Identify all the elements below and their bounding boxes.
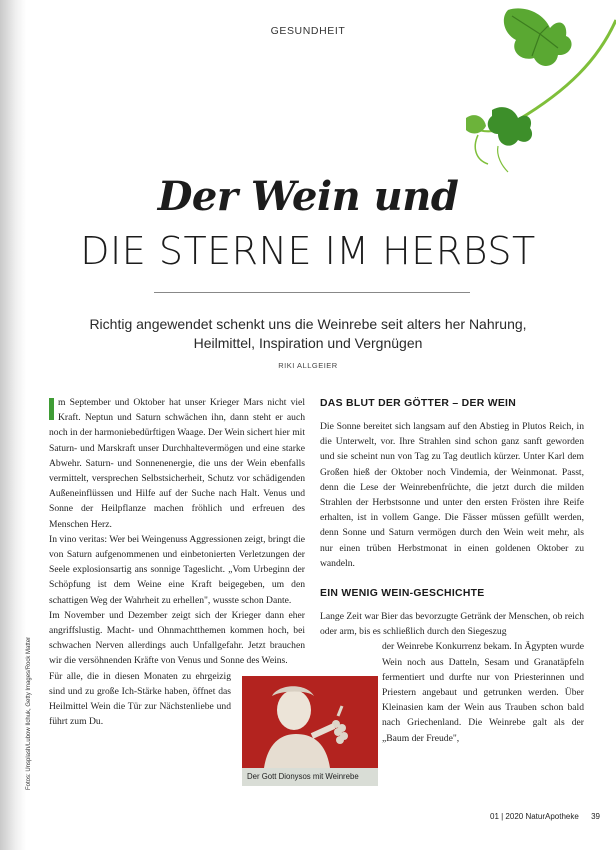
body-paragraph: Lange Zeit war Bier das bevorzugte Getränk der Menschen, ob reich oder arm, bis es schließlich durch den Siegeszug <box>320 611 584 638</box>
title-line-2: DIE STERNE IM HERBST <box>80 229 536 273</box>
dionysos-figure <box>242 676 378 786</box>
page-spine-shadow <box>0 0 26 850</box>
dionysos-statue-image <box>242 676 378 768</box>
author-byline: RIKI ALLGEIER <box>278 361 338 370</box>
page-footer <box>490 812 600 821</box>
body-paragraph: Die Sonne bereitet sich langsam auf den Abstieg in Plutos Reich, in die Unterwelt, vor. Ihre Strahlen sind schon ganz sanft geworden und sie scheint nun von Tag zu Tag deutlich kürzer. Unter Karl dem Großen hieß der Oktober noch Vindemia, der Weinmonat. Passt, denn die Lese der Weinrebenfrüchte, die jetzt durch die milden Strahlen der Herbstsonne und unter den ersten Frösten ihre Reife erhalten, ist in vollem Gange. Die Fässer müssen gefüllt werden, denn Sonne und Saturn vermögen durch den Wein weit mehr, als nur einen trüben Herbstmonat in einen goldenen Oktober zu wandeln. <box>320 421 584 569</box>
section-label: GESUNDHEIT <box>270 25 346 37</box>
section-heading-blood-of-gods: DAS BLUT DER GÖTTER – DER WEIN <box>320 398 517 409</box>
title-divider <box>154 292 470 293</box>
figure-caption: Der Gott Dionysos mit Weinrebe <box>242 768 378 786</box>
body-paragraph: der Weinrebe Konkurrenz bekam. In Ägypten wurde Wein noch aus Datteln, Sesam und Granatäpfeln fermentiert und durfte nur von Priesterinnen und Priestern angebaut und getrunken werden. Über Kleinasien kam der Wein aus Trauben schon bald nach Griechenland. Die Weinrebe galt als der „Baum der Freude", <box>382 641 584 744</box>
body-paragraph: Für alle, die in diesen Monaten zu ehrgeizig sind und zu große Ich-Stärke haben, öffnet das Heilmittel Wein die Tür zur Nächstenliebe und führt zum Du. <box>49 670 231 728</box>
grape-leaf-illustration <box>448 0 616 180</box>
page-number: 39 <box>591 812 600 821</box>
drop-initial-bar <box>49 398 54 420</box>
subtitle: Richtig angewendet schenkt uns die Weinrebe seit alters her Nahrung, Heilmittel, Inspiration und Vergnügen <box>89 316 527 351</box>
body-paragraph: Im November und Dezember zeigt sich der Krieger dann eher angriffslustig. Macht- und Ohnmachtthemen kommen hoch, bei schwachen Nerven allerdings auch Unfallgefahr. Jetzt brauchen wir die versöhnenden Kräfte von Venus und Sonne des Weins. <box>49 609 305 667</box>
issue-number: 01 | 2020 <box>490 812 524 821</box>
section-heading-wine-history: EIN WENIG WEIN-GESCHICHTE <box>320 588 485 600</box>
body-paragraph-intro: m September und Oktober hat unser Krieger Mars nicht viel Kraft. Neptun und Saturn schwächen ihn, dann steht er auch noch in der harmoniebedürftigen Waage. Der Wein sichert hier mit Saturn- und Marskraft unser Durchhaltevermögen und eine starke Abwehr. Saturn- und Sonnenenergie, die uns der Wein ebenfalls vermittelt, versprechen Selbstsicherheit, Schutz vor schädigenden Außeneinflüssen und Hilfe auf der Suche nach Halt. Venus und Sonne der Heilpflanze machen fröhlich und erfreuen des Menschen Herz. <box>49 397 305 530</box>
title-line-1: Der Wein und <box>157 173 459 220</box>
magazine-name: NaturApotheke <box>525 812 579 821</box>
body-paragraph: In vino veritas: Wer bei Weingenuss Aggressionen zeigt, bringt die von Saturn aufgenommenen und einbetonierten Verletzungen der Seele explosionsartig ans sonnige Tageslicht. „Vom Urbeginn der Schöpfung ist dem Weine eine Kraft beigegeben, um den schattigen Weg der Wahrheit zu erhellen", wusste schon Dante. <box>49 533 306 606</box>
photo-credit: Fotos: Unsplash/Lubow Ilchuk, Getty Images/Rock Matter <box>26 636 32 790</box>
